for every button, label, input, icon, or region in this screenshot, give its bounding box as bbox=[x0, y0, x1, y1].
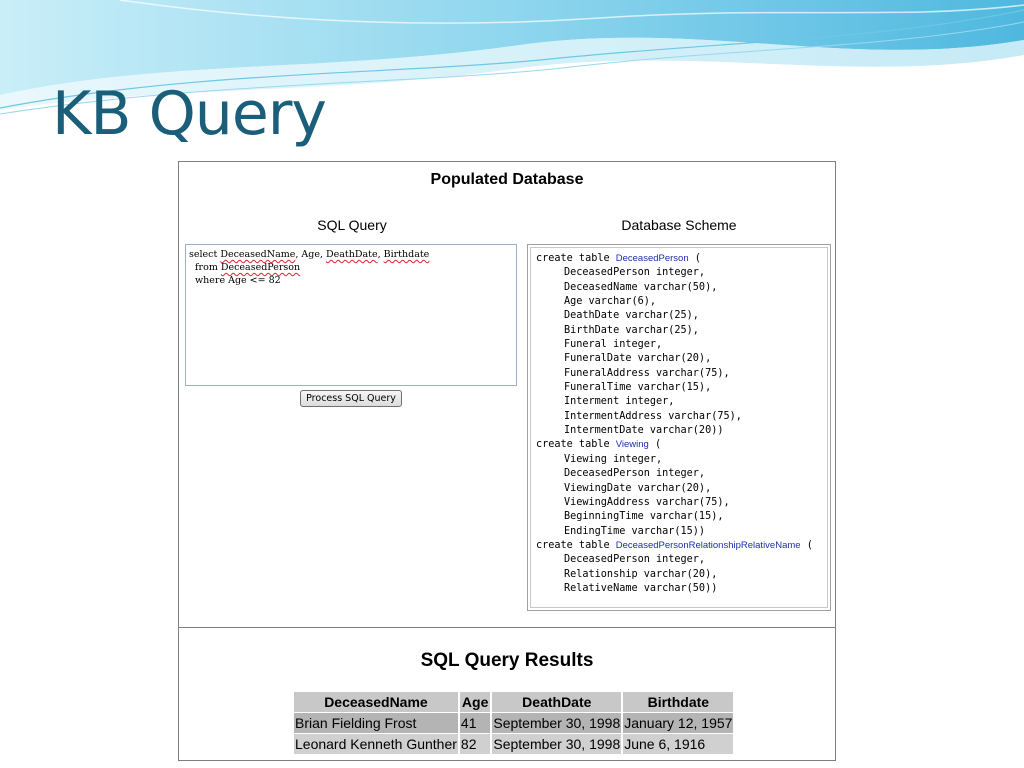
scheme-line: DeceasedPerson integer, bbox=[564, 554, 706, 566]
scheme-line: Relationship varchar(20), bbox=[564, 568, 718, 580]
results-column-header: DeceasedName bbox=[294, 692, 458, 712]
scheme-line: ViewingAddress varchar(75), bbox=[564, 496, 730, 508]
sql-token: DeceasedName bbox=[220, 249, 296, 260]
scheme-line: Funeral integer, bbox=[564, 339, 663, 351]
scheme-line: EndingTime varchar(15)) bbox=[564, 525, 706, 537]
results-table bbox=[292, 691, 735, 755]
sql-token: DeathDate bbox=[326, 249, 378, 260]
scheme-line: ViewingDate varchar(20), bbox=[564, 482, 712, 494]
scheme-suffix: ( bbox=[688, 253, 701, 264]
scheme-line: FuneralAddress varchar(75), bbox=[564, 367, 730, 379]
sql-query-textarea[interactable] bbox=[185, 244, 517, 386]
scheme-line: DeathDate varchar(25), bbox=[564, 310, 699, 322]
sql-line: where Age <= 82 bbox=[189, 275, 281, 286]
scheme-keyword: create table bbox=[536, 439, 616, 451]
scheme-line: DeceasedPerson integer, bbox=[564, 267, 706, 279]
scheme-line: BirthDate varchar(25), bbox=[564, 324, 699, 336]
results-cell: 41 bbox=[460, 713, 490, 733]
results-header-row bbox=[294, 692, 733, 712]
scheme-line: Age varchar(6), bbox=[564, 296, 657, 308]
scheme-line: Viewing integer, bbox=[564, 453, 663, 465]
scheme-line: RelativeName varchar(50)) bbox=[564, 582, 718, 594]
results-cell: June 6, 1916 bbox=[623, 734, 733, 754]
results-cell: September 30, 1998 bbox=[493, 736, 621, 752]
results-row bbox=[294, 734, 733, 754]
scheme-suffix: ( bbox=[648, 439, 662, 451]
results-column-header: Birthdate bbox=[623, 692, 733, 712]
results-cell: Leonard Kenneth Gunther bbox=[295, 736, 457, 752]
app-window bbox=[178, 161, 836, 761]
scheme-table-name: Viewing bbox=[615, 439, 649, 451]
scheme-keyword: create table bbox=[536, 539, 616, 551]
scheme-line: IntermentDate varchar(20)) bbox=[564, 425, 724, 437]
database-scheme-content bbox=[530, 247, 828, 608]
sql-line: select DeceasedName, Age, DeathDate, Birthdate bbox=[189, 249, 430, 260]
process-sql-query-button[interactable]: Process SQL Query bbox=[300, 390, 402, 407]
results-cell: 82 bbox=[460, 734, 490, 754]
scheme-line: DeceasedPerson integer, bbox=[564, 468, 706, 480]
results-cell: September 30, 1998 bbox=[493, 715, 621, 731]
database-scheme-heading: Database Scheme bbox=[621, 217, 737, 233]
sql-line: from DeceasedPerson bbox=[189, 262, 301, 273]
scheme-line: FuneralTime varchar(15), bbox=[564, 382, 712, 394]
scheme-line bbox=[536, 252, 822, 266]
results-column-header: Age bbox=[461, 694, 489, 710]
populated-database-heading: Populated Database bbox=[430, 171, 584, 188]
scheme-line: Interment integer, bbox=[564, 396, 675, 408]
results-cell: Brian Fielding Frost bbox=[294, 713, 458, 733]
slide-title: KB Query bbox=[52, 79, 326, 149]
scheme-line: DeceasedName varchar(50), bbox=[564, 281, 718, 293]
scheme-keyword: create table bbox=[536, 253, 616, 264]
results-cell: January 12, 1957 bbox=[624, 715, 733, 731]
database-scheme-textarea[interactable] bbox=[527, 244, 831, 611]
sql-query-heading: SQL Query bbox=[317, 217, 387, 233]
scheme-line bbox=[536, 438, 822, 452]
scheme-line: IntermentAddress varchar(75), bbox=[564, 410, 742, 422]
scheme-line bbox=[536, 539, 822, 553]
scheme-table-name: DeceasedPersonRelationshipRelativeName bbox=[615, 539, 801, 551]
results-row bbox=[294, 713, 733, 733]
scheme-suffix: ( bbox=[800, 539, 813, 551]
scheme-table-name: DeceasedPerson bbox=[615, 253, 689, 264]
scheme-line: BeginningTime varchar(15), bbox=[564, 511, 724, 523]
section-divider bbox=[179, 627, 835, 628]
sql-token: DeceasedPerson bbox=[220, 262, 301, 273]
scheme-line: FuneralDate varchar(20), bbox=[564, 353, 712, 365]
sql-token: Birthdate bbox=[383, 249, 430, 260]
sql-query-results-heading: SQL Query Results bbox=[420, 650, 594, 671]
results-column-header: DeathDate bbox=[492, 692, 621, 712]
